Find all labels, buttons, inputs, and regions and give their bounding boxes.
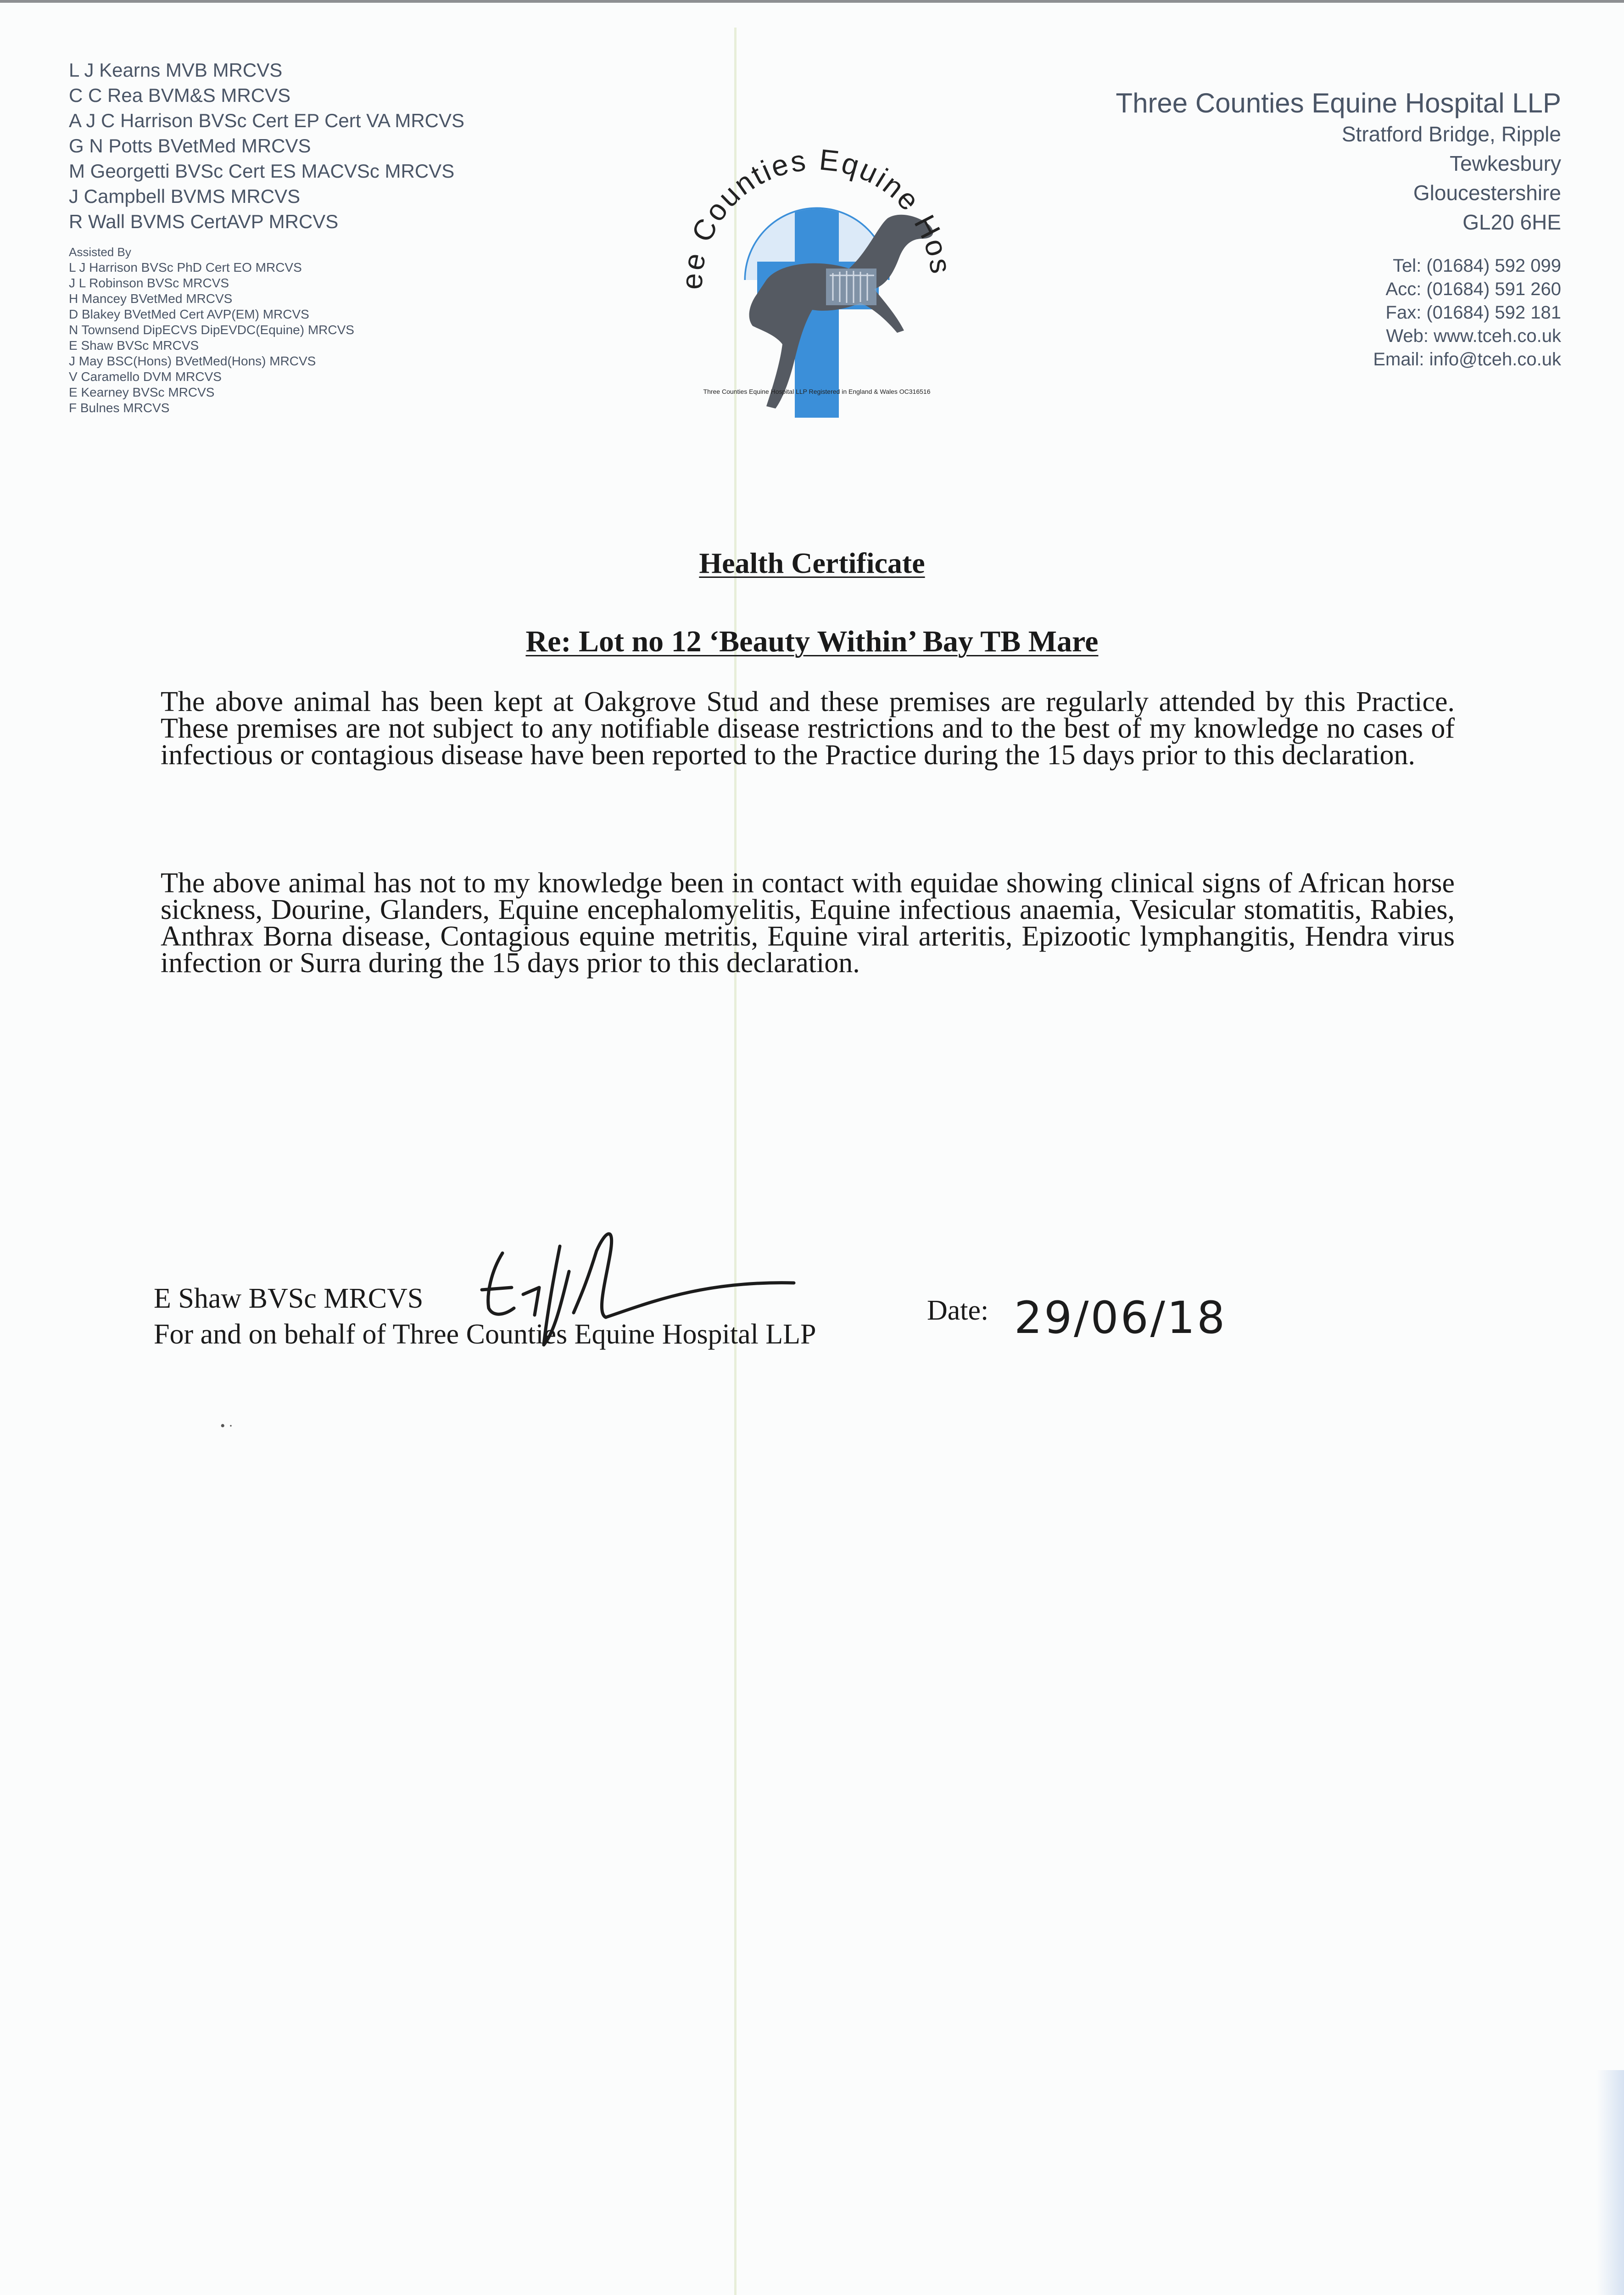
- declaration-paragraph-2: The above animal has not to my knowledge been in contact with equidae showing clinical signs of African horse sickness, Dourine, Glanders, Equine encephalomyelitis, Equine infectious anaemia, Vesicular stomatitis, Rabies, Anthrax Borna disease, Contagious equine metritis, Equine viral arteritis, Epizootic lymphangitis, Hendra virus infection or Surra during the 15 days prior to this declaration.: [161, 868, 1455, 979]
- vet-entry: C C Rea BVM&S MRCVS: [69, 84, 291, 106]
- assistant-entry: F Bulnes MRCVS: [69, 401, 170, 415]
- address-lines: [919, 119, 1561, 237]
- scan-corner-shadow: [1596, 2070, 1624, 2295]
- signature-block: [154, 1281, 816, 1352]
- assistant-entry: H Mancey BVetMed MRCVS: [69, 291, 233, 306]
- scan-speck: • ·: [220, 1418, 233, 1433]
- vet-entry: L J Kearns MVB MRCVS: [69, 59, 283, 81]
- document-title: Health Certificate: [699, 547, 925, 579]
- vet-entry: R Wall BVMS CertAVP MRCVS: [69, 211, 339, 232]
- assisted-by-label: Assisted By: [69, 245, 131, 259]
- address-line: Stratford Bridge, Ripple: [1341, 122, 1561, 146]
- vet-entry: J Campbell BVMS MRCVS: [69, 185, 301, 207]
- assistant-entry: L J Harrison BVSc PhD Cert EO MRCVS: [69, 260, 302, 274]
- document-subject: Re: Lot no 12 ‘Beauty Within’ Bay TB Mare: [525, 625, 1099, 658]
- logo-ring-text: ee Counties Equine Hos: [675, 143, 958, 290]
- signatory-name: E Shaw BVSc MRCVS: [154, 1283, 424, 1314]
- vet-entry: M Georgetti BVSc Cert ES MACVSc MRCVS: [69, 160, 455, 182]
- staff-list: [69, 57, 564, 416]
- assistant-entry: N Townsend DipECVS DipEVDC(Equine) MRCVS: [69, 323, 354, 337]
- contact-lines: [919, 254, 1561, 371]
- on-behalf-line: For and on behalf of Three Counties Equine Hospital LLP: [154, 1319, 816, 1350]
- declaration-paragraph-1: The above animal has been kept at Oakgrove Stud and these premises are regularly attended by this Practice. These premises are not subject to any notifiable disease restrictions and to the best of my knowledge no cases of infectious or contagious disease have been reported to the Practice during the 15 days prior to this declaration.: [161, 686, 1455, 771]
- contact-line: Web: www.tceh.co.uk: [1386, 326, 1561, 346]
- logo-legal-text: Three Counties Equine Hospital LLP Registered in England & Wales OC316516: [703, 388, 931, 395]
- contact-line: Acc: (01684) 591 260: [1385, 279, 1561, 299]
- assistant-list: [69, 260, 564, 416]
- address-line: GL20 6HE: [1462, 210, 1561, 234]
- date-label: Date:: [927, 1295, 989, 1326]
- assistant-entry: D Blakey BVetMed Cert AVP(EM) MRCVS: [69, 307, 309, 321]
- vet-entry: G N Potts BVetMed MRCVS: [69, 135, 311, 157]
- firm-address: [919, 87, 1561, 371]
- firm-name: Three Counties Equine Hospital LLP: [1116, 88, 1561, 118]
- assistant-entry: E Kearney BVSc MRCVS: [69, 385, 215, 399]
- vet-entry: A J C Harrison BVSc Cert EP Cert VA MRCVS: [69, 110, 465, 131]
- date-value: 29/06/18: [1014, 1292, 1227, 1343]
- assistant-entry: E Shaw BVSc MRCVS: [69, 338, 199, 353]
- contact-line: Email: info@tceh.co.uk: [1373, 349, 1561, 369]
- contact-line: Fax: (01684) 592 181: [1385, 302, 1561, 323]
- scan-edge: [0, 0, 1624, 3]
- assistant-entry: V Caramello DVM MRCVS: [69, 369, 222, 384]
- vet-list: [69, 57, 564, 234]
- contact-line: Tel: (01684) 592 099: [1393, 256, 1561, 276]
- assistant-entry: J L Robinson BVSc MRCVS: [69, 276, 229, 290]
- address-line: Gloucestershire: [1413, 181, 1561, 205]
- assistant-entry: J May BSC(Hons) BVetMed(Hons) MRCVS: [69, 354, 316, 368]
- address-line: Tewkesbury: [1450, 151, 1561, 175]
